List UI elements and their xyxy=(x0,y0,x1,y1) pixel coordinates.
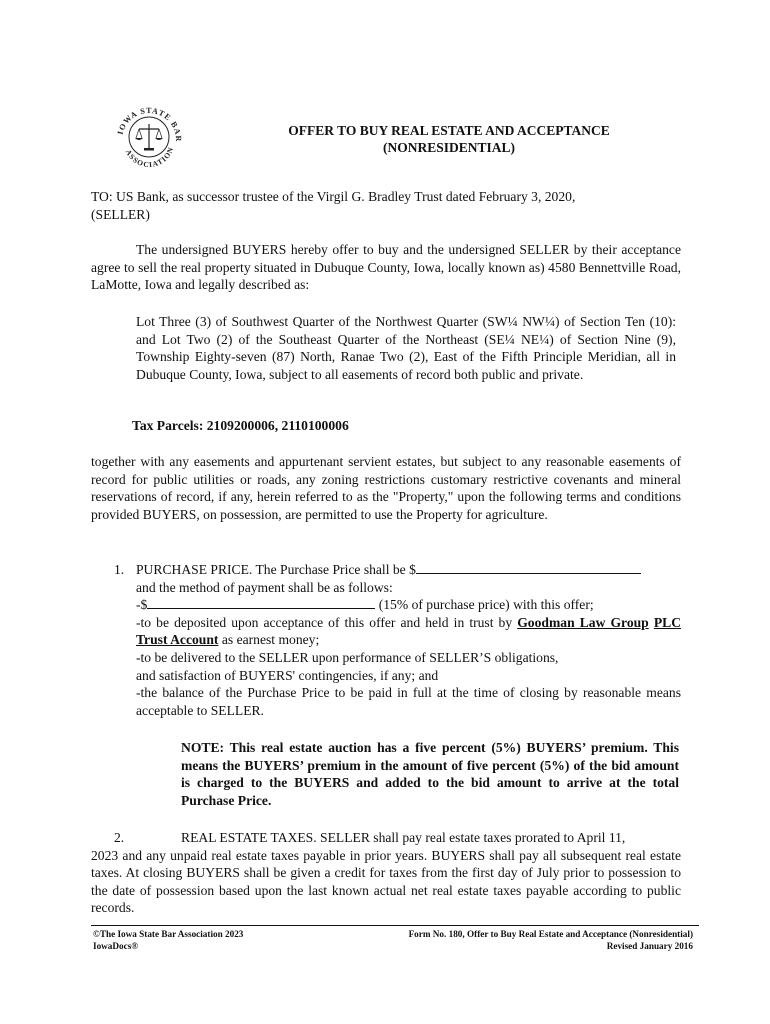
svg-text:ASSOCIATION: ASSOCIATION xyxy=(123,145,176,170)
iowa-state-bar-seal-logo xyxy=(112,100,186,174)
purchase-line-7: and satisfaction of BUYERS' contingencies, if any; and xyxy=(136,667,439,683)
tax-parcels: Tax Parcels: 2109200006, 2110100006 xyxy=(132,418,349,433)
trust-account-name-2: PLC Trust Account xyxy=(136,614,682,648)
footer-iowadocs: IowaDocs® xyxy=(93,941,139,951)
purchase-line-4: -to be deposited upon acceptance of this offer and held in trust by Goodman Law Group PLC Trust Account as earnest money; xyxy=(136,614,682,648)
document-title xyxy=(200,122,698,156)
footer-left xyxy=(93,928,243,952)
purchase-price-blank[interactable] xyxy=(416,561,641,574)
to-line-2: (SELLER) xyxy=(91,206,150,222)
purchase-number: 1. xyxy=(114,562,125,577)
purchase-line-2: and the method of payment shall be as follows: xyxy=(136,579,393,595)
purchase-line-3: -$ (15% of purchase price) with this offer; xyxy=(136,597,594,613)
taxes-line-1: REAL ESTATE TAXES. SELLER shall pay real estate taxes prorated to April 11, xyxy=(181,830,626,845)
to-address xyxy=(91,188,701,223)
footer-copyright: ©The Iowa State Bar Association 2023 xyxy=(93,929,244,939)
to-line-1: TO: US Bank, as successor trustee of the Virgil G. Bradley Trust dated February 3, 2020, xyxy=(91,189,576,204)
footer-divider xyxy=(91,925,699,926)
purchase-line-1: PURCHASE PRICE. The Purchase Price shall be $ xyxy=(136,561,681,579)
taxes-paragraph: 2023 and any unpaid real estate taxes payable in prior years. BUYERS shall pay all subsequent real estate taxes. At closing BUYERS shall be given a credit for taxes from the first day of July prior to possession to the date of possession based upon the last known actual net real estate taxes payable according to public records. xyxy=(91,847,681,916)
taxes-number: 2. xyxy=(114,830,125,845)
footer-right xyxy=(340,928,693,952)
svg-text:IOWA STATE BAR: IOWA STATE BAR xyxy=(115,105,184,143)
title-line-1: OFFER TO BUY REAL ESTATE AND ACCEPTANCE xyxy=(288,123,610,138)
footer-revised: Revised January 2016 xyxy=(606,941,693,951)
together-paragraph: together with any easements and appurtenant servient estates, but subject to any reasonable easements of record for public utilities or roads, any zoning restrictions customary restrictive covenants and mineral reservations of record, if any, herein referred to as the "Property," upon the following terms and conditions provided BUYERS, on possession, are permitted to use the Property for agriculture. xyxy=(91,454,681,522)
buyers-premium-note: NOTE: This real estate auction has a five percent (5%) BUYERS’ premium. This means the BUYERS’ premium in the amount of five percent (5%) of the bid amount is charged to the BUYERS and added to the bid amount to arrive at the total Purchase Price. xyxy=(181,740,679,808)
purchase-line-6: -to be delivered to the SELLER upon performance of SELLER’S obligations, xyxy=(136,649,559,665)
title-line-2: (NONRESIDENTIAL) xyxy=(382,140,516,155)
earnest-money-blank[interactable] xyxy=(147,596,375,609)
trust-account-name-1: Goodman Law Group xyxy=(517,614,649,630)
footer-form-number: Form No. 180, Offer to Buy Real Estate and Acceptance (Nonresidential) xyxy=(408,929,693,939)
purchase-line-8: -the balance of the Purchase Price to be paid in full at the time of closing by reasonable means acceptable to SELLER. xyxy=(136,685,681,718)
legal-description: Lot Three (3) of Southwest Quarter of the Northwest Quarter (SW¼ NW¼) of Section Ten (10): and Lot Two (2) of the Southeast Quarter of the Northeast (SE¼ NE¼) of Section Nine (9), Township Eighty-seven (87) North, Ranae Two (2), East of the Fifth Principle Meridian, all in Dubuque County, Iowa, subject to all easements of record both public and private. xyxy=(136,314,676,382)
purchase-price-section xyxy=(136,561,681,719)
intro-paragraph: The undersigned BUYERS hereby offer to buy and the undersigned SELLER by their acceptance agree to sell the real property situated in Dubuque County, Iowa, locally known as) 4580 Bennettville Road, LaMotte, Iowa and legally described as: xyxy=(91,242,681,293)
